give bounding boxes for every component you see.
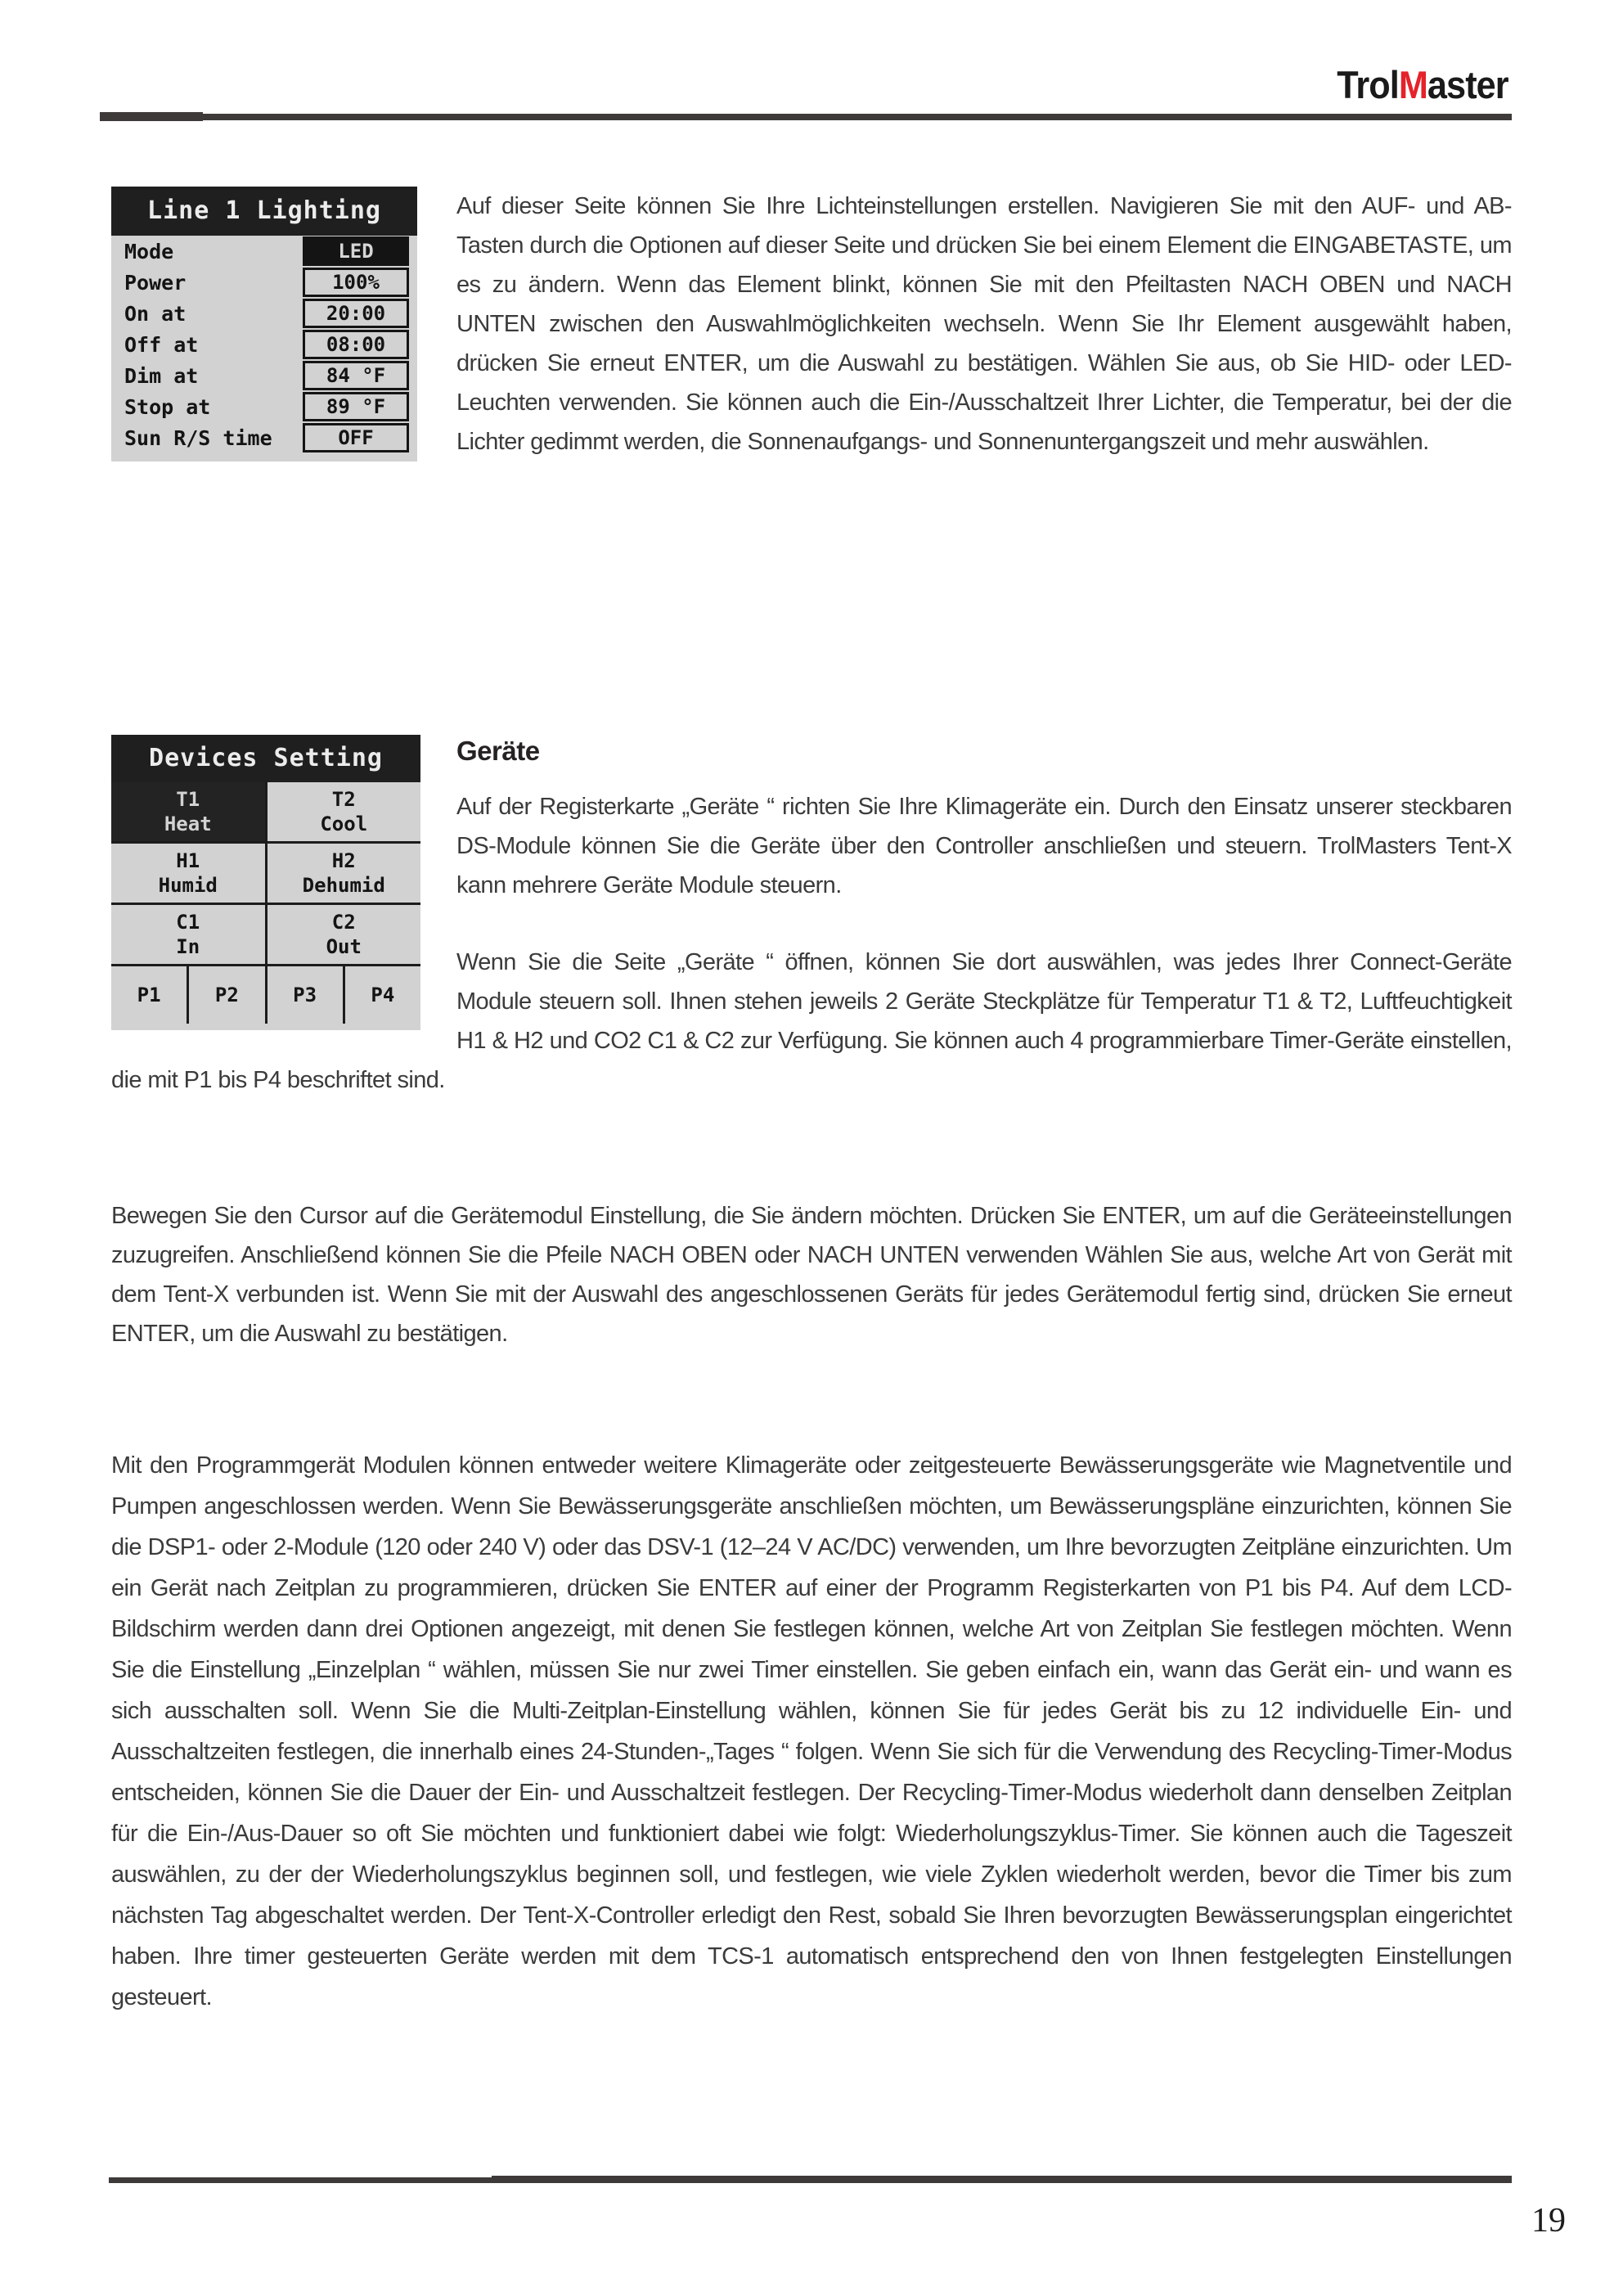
lcd-row-label: On at xyxy=(124,301,187,326)
program-paragraph-section xyxy=(111,1445,1512,2018)
device-label: Cool xyxy=(320,813,368,835)
footer-divider-right xyxy=(492,2176,1512,2183)
lcd-title: Devices Setting xyxy=(111,735,420,782)
lcd-row-off-at xyxy=(111,329,417,360)
device-code: H1 xyxy=(176,849,200,872)
timer-cell-p4: P4 xyxy=(371,984,395,1006)
lcd-row-power xyxy=(111,267,417,298)
lcd-row-value: 100% xyxy=(303,268,409,297)
program-paragraph: Mit den Programmgerät Modulen können entweder weitere Klimageräte oder zeitgesteuerte Bewässerungsgeräte wie Magnetventile und Pumpen angeschlossen werden. Wenn Sie Bewässerungsgeräte anschließen möchten, um Bewässerungspläne einzurichten, können Sie die DSP1- oder 2-Module (120 oder 240 V) oder das DSV-1 (12–24 V AC/DC) verwenden, um Ihre bevorzugten Zeitpläne einzurichten. Um ein Gerät nach Zeitplan zu programmieren, drücken Sie ENTER auf einer der Programm Registerkarten von P1 bis P4. Auf dem LCD-Bildschirm werden dann drei Optionen angezeigt, mit denen Sie festlegen können, welche Art von Zeitplan Sie festlegen möchten. Wenn Sie die Einstellung „Einzelplan “ wählen, müssen Sie nur zwei Timer einstellen. Sie geben einfach ein, wann das Gerät ein- und wann es sich ausschalten soll. Wenn Sie die Multi-Zeitplan-Einstellung wählen, können Sie für jedes Gerät bis zu 12 individuelle Ein- und Ausschaltzeiten festlegen, die innerhalb eines 24-Stunden-„Tages “ folgen. Wenn Sie sich für die Verwendung des Recycling-Timer-Modus entscheiden, können Sie die Dauer der Ein- und Ausschaltzeit festlegen. Der Recycling-Timer-Modus wiederholt dann denselben Zeitplan für die Ein-/Aus-Dauer so oft Sie möchten und funktioniert dabei wie folgt: Wiederholungszyklus-Timer. Sie können auch die Tageszeit auswählen, zu der der Wiederholungszyklus beginnen soll, und festlegen, wie viele Zyklen wiederholt werden, bevor die Timer bis zum nächsten Tag abgeschaltet werden. Der Tent-X-Controller erledigt den Rest, sobald Sie Ihren bevorzugten Bewässerungsplan eingerichtet haben. Ihre timer gesteuerten Geräte werden mit dem TCS-1 automatisch entsprechend den von Ihnen festgelegten Einstellungen gesteuert. xyxy=(111,1452,1512,2010)
device-cell-h2 xyxy=(268,844,421,905)
logo-text-suffix: aster xyxy=(1427,63,1508,106)
lcd-row-value-selected: LED xyxy=(303,236,409,266)
lcd-grid-row-temperature xyxy=(111,782,420,844)
device-code: C1 xyxy=(176,911,200,934)
lcd-row-value: OFF xyxy=(303,423,409,452)
lcd-row-value: 84 °F xyxy=(303,361,409,390)
lcd-row-label: Off at xyxy=(124,332,199,357)
page-number: 19 xyxy=(1531,2202,1566,2240)
lcd-row-sun-rs-time xyxy=(111,422,417,453)
lighting-intro-paragraph: Auf dieser Seite können Sie Ihre Lichteinstellungen erstellen. Navigieren Sie mit den AUF- und AB-Tasten durch die Optionen auf dieser Seite und drücken Sie bei einem Element die EINGABETASTE, um es zu ändern. Wenn das Element blinkt, können Sie mit den Pfeiltasten NACH OBEN und NACH UNTEN zwischen den Auswahlmöglichkeiten wechseln. Wenn Sie Ihr Element ausgewählt haben, drücken Sie erneut ENTER, um die Auswahl zu bestätigen. Wählen Sie aus, ob Sie HID- oder LED-Leuchten verwenden. Sie können auch die Ein-/Ausschaltzeit Ihrer Lichter, die Temperatur, bei der die Lichter gedimmt werden, die Sonnenaufgangs- und Sonnenuntergangszeit und mehr auswählen. xyxy=(456,193,1512,455)
lcd-row-label: Stop at xyxy=(124,394,211,419)
timer-cell-p3: P3 xyxy=(268,966,345,1024)
lcd-row-label: Mode xyxy=(124,239,174,263)
lcd-row-label: Power xyxy=(124,270,187,295)
device-cell-h1 xyxy=(111,844,268,905)
header-divider-stub xyxy=(100,112,203,121)
device-cell-c1 xyxy=(111,905,268,966)
lcd-row-mode xyxy=(111,236,417,267)
device-label: Humid xyxy=(158,874,218,897)
lighting-section xyxy=(111,187,1512,486)
device-code: C2 xyxy=(331,911,356,934)
device-cell-c2 xyxy=(268,905,421,966)
device-label: Out xyxy=(326,935,362,958)
lcd-row-dim-at xyxy=(111,360,417,391)
logo-text-accent: M xyxy=(1399,63,1428,106)
header-divider xyxy=(100,114,1512,120)
lcd-screen-line1-lighting xyxy=(111,187,417,461)
device-label: Heat xyxy=(164,813,212,835)
logo-text-prefix: Trol xyxy=(1337,63,1400,106)
device-code: T2 xyxy=(331,788,356,811)
lcd-screen-devices-setting xyxy=(111,735,420,1030)
lcd-row-label: Dim at xyxy=(124,363,199,388)
device-code: T1 xyxy=(176,788,200,811)
devices-intro-paragraph: Auf der Registerkarte „Geräte “ richten Sie Ihre Klimageräte ein. Durch den Einsatz unserer steckbaren DS-Module können Sie die Geräte über den Controller anschließen und steuern. TrolMasters Tent-X kann mehrere Geräte Module steuern. xyxy=(456,794,1512,898)
lcd-row-value: 89 °F xyxy=(303,392,409,421)
lcd-row-stop-at xyxy=(111,391,417,422)
cursor-paragraph-section xyxy=(111,1196,1512,1353)
device-cell-t1-selected xyxy=(111,782,268,844)
lcd-grid-row-timers xyxy=(111,966,420,1024)
lcd-row-value: 20:00 xyxy=(303,299,409,328)
lcd-row-on-at xyxy=(111,298,417,329)
lcd-grid-row-co2 xyxy=(111,905,420,966)
device-code: H2 xyxy=(331,849,356,872)
devices-detail-paragraph: Wenn Sie die Seite „Geräte “ öffnen, können Sie dort auswählen, was jedes Ihrer Connect-Geräte Module steuern soll. Ihnen stehen jeweils 2 Geräte Steckplätze für Temperatur T1 & T2, Luftfeuchtigkeit H1 & H2 und CO2 C1 & C2 zur Verfügung. Sie können auch 4 programmierbare Timer-Geräte einstellen, die mit P1 bis P4 beschriftet sind. xyxy=(111,949,1512,1093)
timer-cell-p1: P1 xyxy=(111,966,189,1024)
lcd-grid-row-humidity xyxy=(111,844,420,905)
devices-heading: Geräte xyxy=(456,736,540,766)
cursor-paragraph: Bewegen Sie den Cursor auf die Gerätemodul Einstellung, die Sie ändern möchten. Drücken Sie ENTER, um auf die Geräteeinstellungen zuzugreifen. Anschließend können Sie die Pfeile NACH OBEN oder NACH UNTEN verwenden Wählen Sie aus, welche Art von Gerät mit dem Tent-X verbunden ist. Wenn Sie mit der Auswahl des angeschlossenen Geräts für jedes Gerätemodul fertig sind, drücken Sie erneut ENTER, um die Auswahl zu bestätigen. xyxy=(111,1203,1512,1347)
trolmaster-logo xyxy=(1338,62,1508,107)
lcd-title: Line 1 Lighting xyxy=(111,187,417,236)
device-cell-t2 xyxy=(268,782,421,844)
lcd-row-label: Sun R/S time xyxy=(124,425,272,450)
device-label: In xyxy=(176,935,200,958)
lcd-row-value: 08:00 xyxy=(303,330,409,359)
devices-section xyxy=(111,735,1512,1100)
device-label: Dehumid xyxy=(302,874,385,897)
timer-cell-p2: P2 xyxy=(189,966,267,1024)
